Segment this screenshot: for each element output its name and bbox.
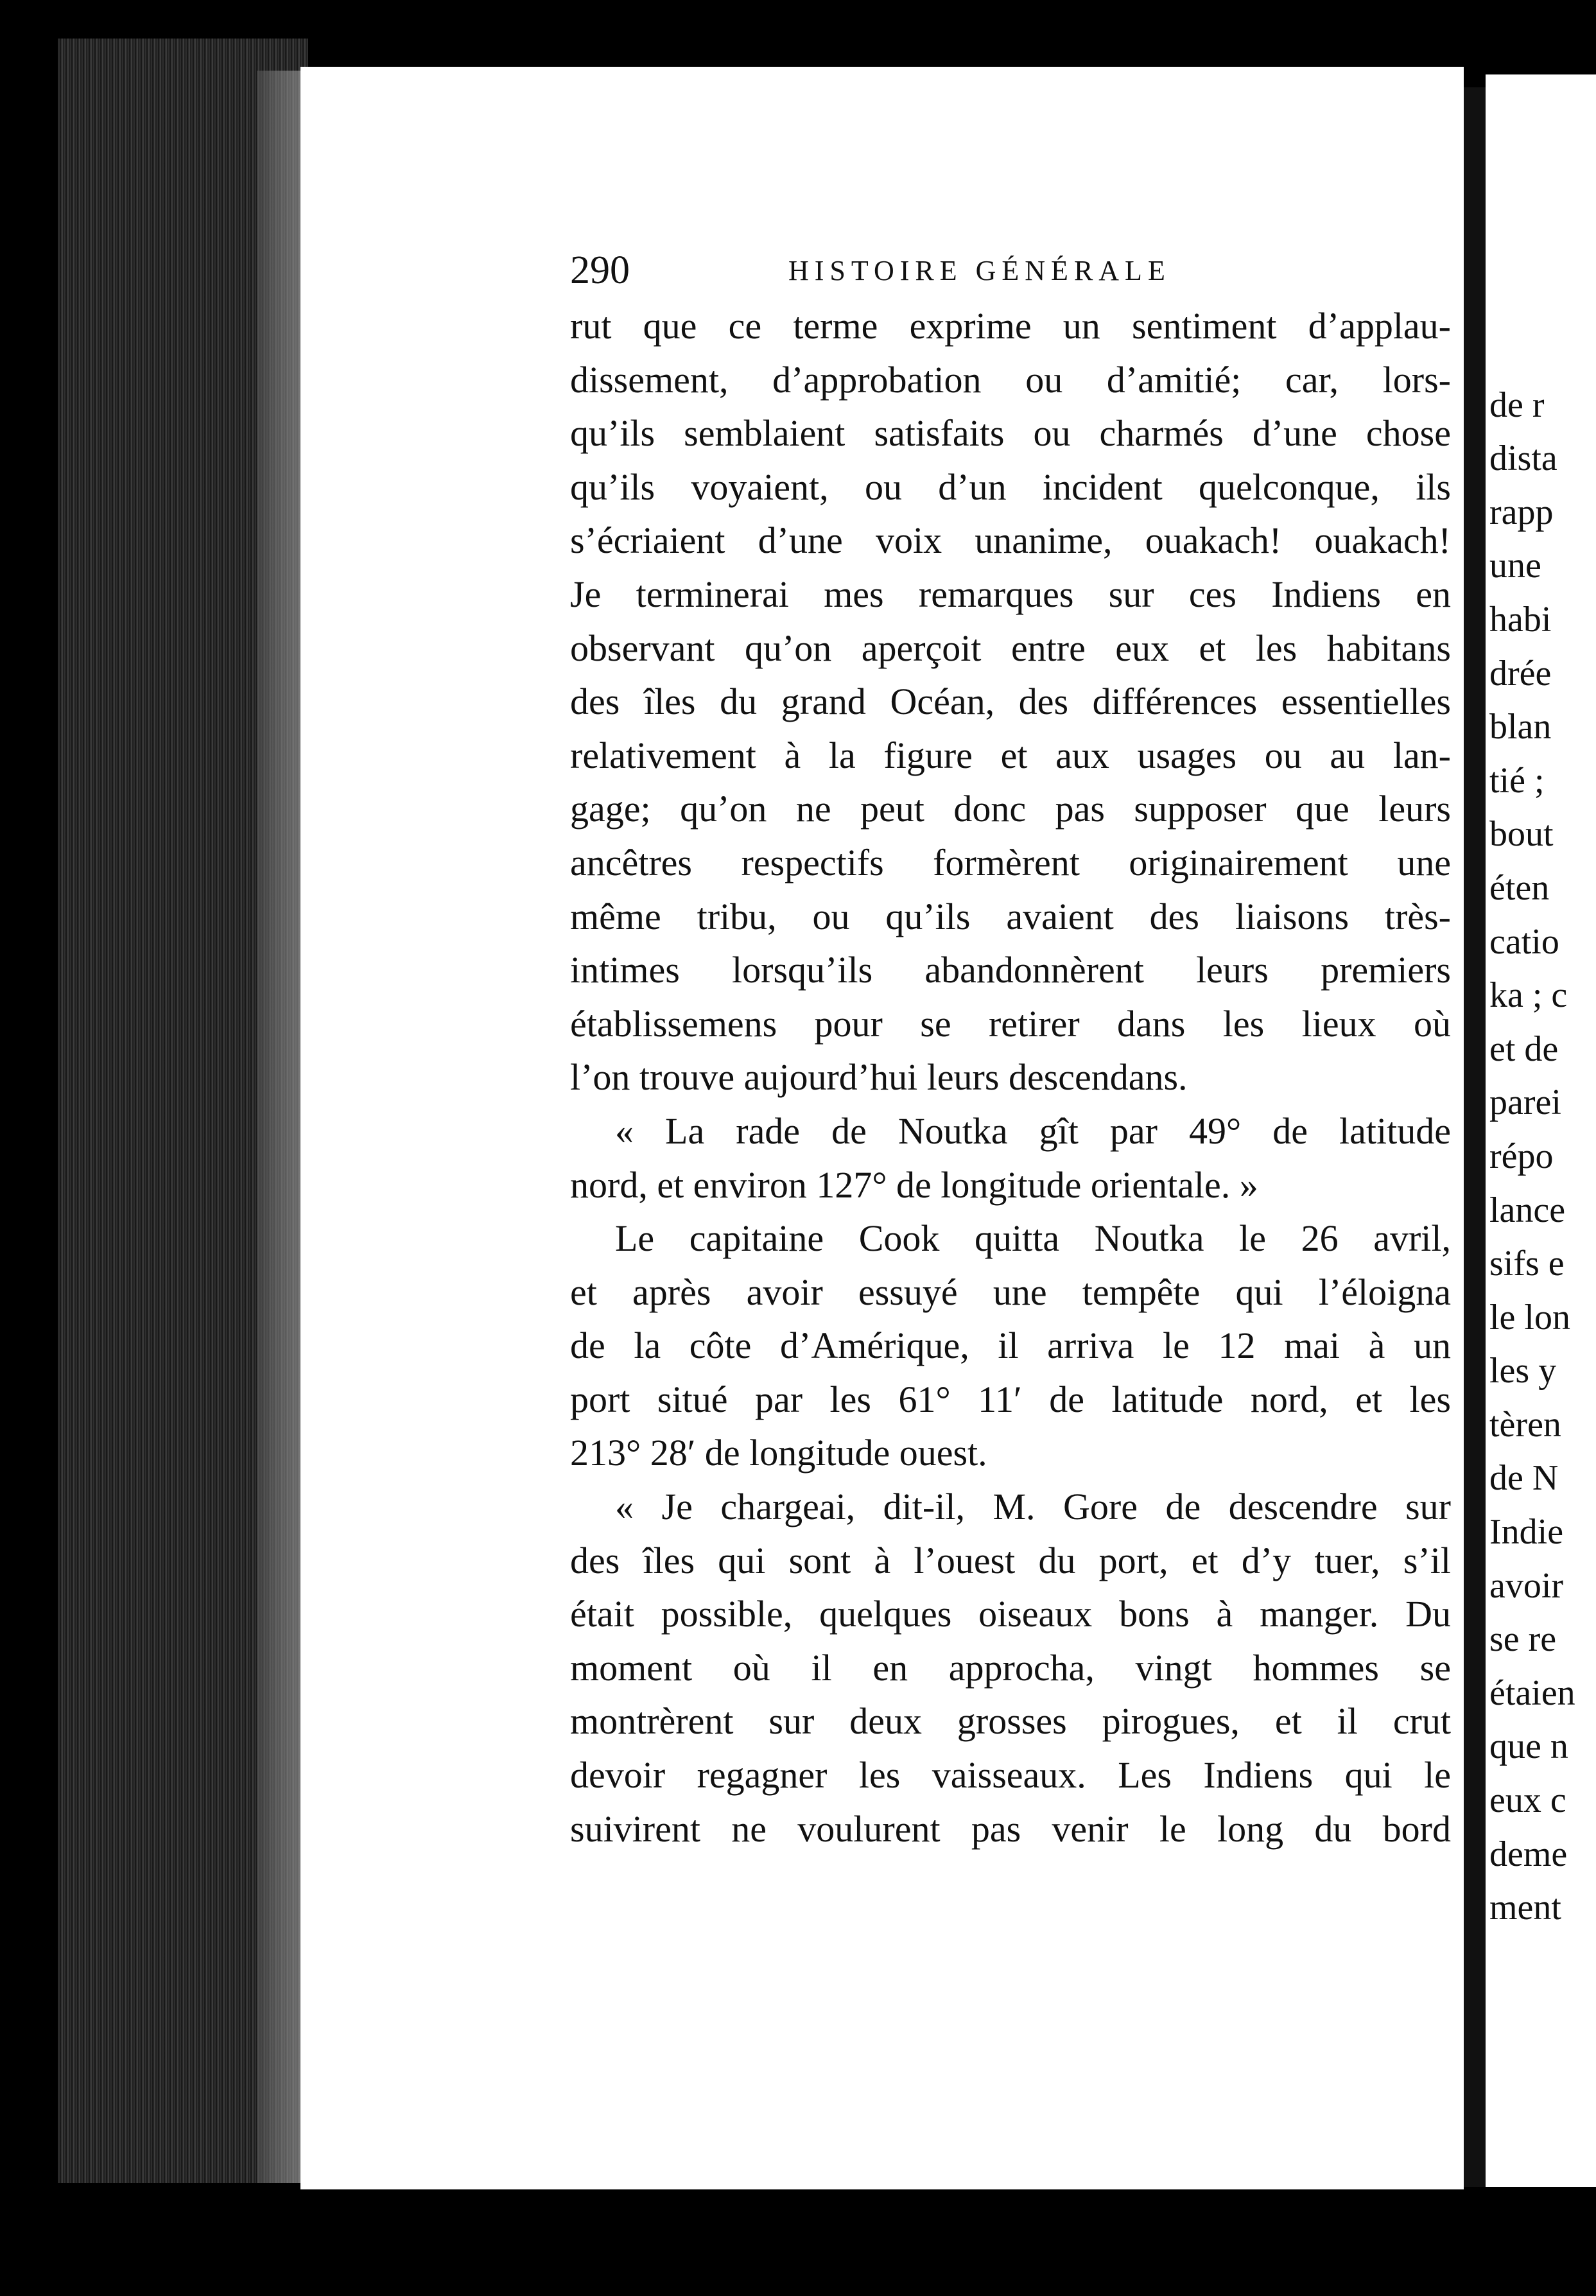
text-line: rut que ce terme exprime un sentiment d’applau- [570,305,1451,347]
text-line: 213° 28′ de longitude ouest. [570,1432,987,1474]
text-line: relativement à la figure et aux usages ou au lan- [570,734,1451,776]
text-line: suivirent ne voulurent pas venir le long du bord [570,1807,1451,1850]
gutter [1464,87,1486,2187]
next-page [1486,74,1596,2187]
next-page-line: éten [1489,867,1550,908]
next-page-line: Indie [1489,1512,1564,1552]
next-page-line: sifs e [1489,1244,1565,1284]
text-line: port situé par les 61° 11′ de latitude nord, et les [570,1378,1451,1420]
next-page-line: deme [1489,1834,1568,1874]
next-page-line: le lon [1489,1297,1570,1337]
next-page-line: rapp [1489,492,1554,532]
text-line: était possible, quelques oiseaux bons à manger. Du [570,1593,1451,1635]
text-line: et après avoir essuyé une tempête qui l’éloigna [570,1271,1451,1313]
text-line: « La rade de Noutka gît par 49° de latitude [615,1109,1451,1152]
next-page-line: lance [1489,1190,1566,1230]
running-title: HISTOIRE GÉNÉRALE [788,255,1171,286]
text-line: qu’ils semblaient satisfaits ou charmés d’une chose [570,412,1451,455]
page-header [570,248,1231,293]
next-page-line: ka ; c [1489,975,1568,1016]
next-page-line: drée [1489,653,1552,693]
text-line: même tribu, ou qu’ils avaient des liaisons très- [570,895,1451,937]
next-page-line: étaien [1489,1673,1575,1713]
text-line: « Je chargeai, dit-il, M. Gore de descendre sur [615,1486,1451,1528]
text-line: Le capitaine Cook quitta Noutka le 26 avril, [615,1217,1451,1260]
text-line: des îles du grand Océan, des différences essentielles [570,681,1451,723]
text-line: de la côte d’Amérique, il arriva le 12 mai à un [570,1325,1451,1367]
next-page-line: les y [1489,1351,1557,1391]
next-page-line: se re [1489,1619,1557,1660]
next-page-line: bout [1489,814,1554,855]
next-page-line: une [1489,546,1541,586]
text-line: établissemens pour se retirer dans les lieux où [570,1002,1451,1045]
next-page-line: que n [1489,1726,1568,1767]
next-page-line: dista [1489,439,1557,479]
text-line: observant qu’on aperçoit entre eux et les habitans [570,627,1451,669]
text-line: s’écriaient d’une voix unanime, ouakach! ouakach! [570,519,1451,562]
next-page-text [1489,325,1596,1935]
text-line: l’on trouve aujourd’hui leurs descendans. [570,1056,1188,1099]
text-line: montrèrent sur deux grosses pirogues, et il crut [570,1700,1451,1743]
next-page-line: avoir [1489,1565,1564,1606]
next-page-line: et de [1489,1029,1559,1069]
next-page-line: ment [1489,1888,1561,1928]
text-line: qu’ils voyaient, ou d’un incident quelconque, ils [570,465,1451,508]
text-line: nord, et environ 127° de longitude orientale. » [570,1163,1258,1206]
page-number: 290 [570,248,630,292]
next-page-line: eux c [1489,1780,1566,1821]
body-text [570,299,1451,1856]
text-line: des îles qui sont à l’ouest du port, et d’y tuer, s’il [570,1539,1451,1581]
text-line: dissement, d’approbation ou d’amitié; car, lors- [570,358,1451,401]
text-line: gage; qu’on ne peut donc pas supposer que leurs [570,788,1451,830]
next-page-line: de r [1489,385,1545,425]
next-page-line: tié ; [1489,760,1545,801]
text-line: intimes lorsqu’ils abandonnèrent leurs premiers [570,949,1451,991]
text-line: devoir regagner les vaisseaux. Les Indiens qui le [570,1754,1451,1796]
next-page-line [1489,325,1596,379]
next-page-line: catio [1489,921,1559,962]
next-page-line: tèren [1489,1404,1561,1445]
text-line: Je terminerai mes remarques sur ces Indiens en [570,573,1451,615]
next-page-line: répo [1489,1136,1554,1176]
next-page-line: de N [1489,1458,1559,1499]
next-page-line: habi [1489,599,1552,639]
text-line: ancêtres respectifs formèrent originairement une [570,841,1451,883]
next-page-line: blan [1489,707,1552,747]
next-page-line: parei [1489,1083,1561,1123]
text-line: moment où il en approcha, vingt hommes se [570,1646,1451,1689]
page-stack-edge [257,71,302,2183]
